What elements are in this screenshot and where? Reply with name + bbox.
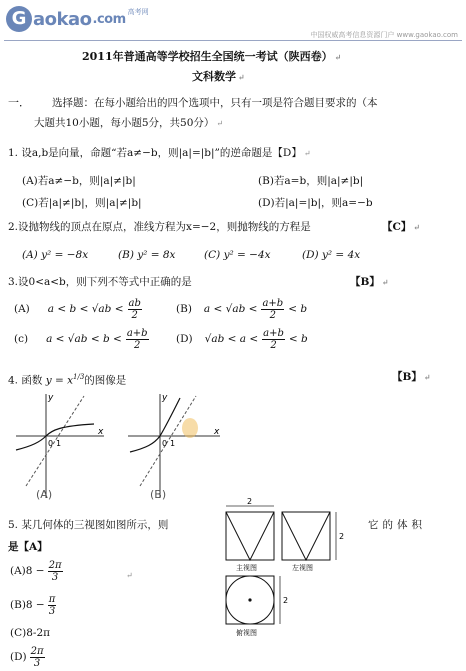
question-1-option-c: (C)若|a|≠|b|，则|a|≠|b| <box>22 197 142 209</box>
question-1-option-a: (A)若a≠−b，则|a|≠|b| <box>22 175 136 187</box>
question-5-stem-line1: 5. 某几何体的三视图如图所示，则 <box>8 519 169 531</box>
question-3-option-a: (A) a < b < √ab < $\frac{ab}{2}$ <box>14 297 141 321</box>
return-mark: ↵ <box>334 52 342 62</box>
return-mark: ↵ <box>126 571 133 580</box>
graph-a-label: (A) <box>36 488 53 501</box>
fraction: $\frac{2\pi}{3}$ <box>48 559 62 583</box>
question-3-option-d: (D) √ab < a < $\frac{a+b}{2}$ < b <box>176 327 308 351</box>
exam-title: 2011年普通高等学校招生全国统一考试（陕西卷） ↵ <box>82 50 342 63</box>
x-axis-label: x <box>98 427 104 437</box>
side-cone-outline <box>282 512 330 560</box>
graph-a <box>12 390 108 502</box>
three-views-figure <box>222 498 352 644</box>
front-square <box>226 512 274 560</box>
front-cone-outline <box>226 512 274 560</box>
fraction: $\frac{a+b}{2}$ <box>262 297 284 321</box>
logo-cn: 高考网 <box>127 8 149 16</box>
question-3-stem: 3.设0<a<b，则下列不等式中正确的是 <box>8 276 192 288</box>
function-curve <box>16 424 94 450</box>
question-1-stem: 1. 设a,b是向量，命题“若a≠−b，则|a|=|b|”的逆命题是【D】 ↵ <box>8 147 311 159</box>
front-view-label: 主视图 <box>236 564 257 572</box>
fraction: $\frac{\pi}{3}$ <box>48 593 56 617</box>
site-logo[interactable] <box>6 6 149 32</box>
one-label: 1 <box>170 439 176 448</box>
question-5-option-d: (D) $\frac{2\pi}{3}$ <box>10 645 44 669</box>
fraction: $\frac{a+b}{2}$ <box>263 327 284 351</box>
logo-text: aokao <box>33 8 92 30</box>
top-view <box>226 576 288 637</box>
top-view-label: 俯视图 <box>236 629 257 637</box>
side-square <box>282 512 330 560</box>
site-header <box>0 0 466 42</box>
question-5-option-a: (A)8 − $\frac{2\pi}{3}$ <box>10 559 62 583</box>
reference-line <box>140 396 196 486</box>
graph-b <box>124 390 224 502</box>
side-view <box>282 512 344 572</box>
front-width-label: 2 <box>247 498 253 506</box>
side-height-label: 2 <box>339 532 345 541</box>
logo-icon: G <box>6 6 32 32</box>
question-5-stem-line1-end: 它的体积 <box>368 519 426 531</box>
section-instructions-line2: 大题共10小题，每小题5分，共50分） ↵ <box>34 117 224 129</box>
x-axis-label: x <box>214 427 220 437</box>
question-3-option-c: (c) a < √ab < b < $\frac{a+b}{2}$ <box>14 327 148 351</box>
logo-suffix: .com <box>92 11 126 27</box>
y-axis-label: y <box>162 393 168 403</box>
exam-subtitle: 文科数学 ↵ <box>192 70 245 83</box>
front-view <box>226 498 274 572</box>
origin-label: 0 <box>48 439 54 448</box>
question-3-option-b: (B) a < √ab < $\frac{a+b}{2}$ < b <box>176 297 308 321</box>
watermark-mark <box>182 418 198 438</box>
question-2-stem: 2.设抛物线的顶点在原点，准线方程为x=−2，则抛物线的方程是 <box>8 221 311 233</box>
section-label: 一． <box>8 96 30 109</box>
top-height-label: 2 <box>283 596 289 605</box>
question-5-option-b: (B)8 − $\frac{\pi}{3}$ <box>10 593 56 617</box>
question-4-answer: 【B】 ↵ <box>392 371 431 383</box>
side-view-label: 左视图 <box>292 564 313 572</box>
one-label: 1 <box>56 439 62 448</box>
question-1-option-b: (B)若a=b，则|a|≠|b| <box>258 175 364 187</box>
question-2-option-b: (B) y² = 8x <box>118 249 176 261</box>
question-2-option-d: (D) y² = 4x <box>302 249 361 261</box>
return-mark: ↵ <box>238 72 245 82</box>
question-5-option-c: (C)8-2π <box>10 627 51 639</box>
fraction: $\frac{ab}{2}$ <box>128 297 141 321</box>
header-divider <box>4 40 462 41</box>
reference-line <box>26 396 84 486</box>
header-tagline: 中国权威高考信息资源门户 www.gaokao.com <box>310 31 458 39</box>
top-center-dot <box>248 598 251 601</box>
question-2-answer: 【C】 ↵ <box>382 221 421 233</box>
y-axis-label: y <box>48 393 54 403</box>
question-2-option-a: (A) y² = −8x <box>22 249 89 261</box>
graph-b-label: (B) <box>150 488 167 501</box>
section-instructions-line1: 选择题：在每小题给出的四个选项中，只有一项是符合题目要求的（本 <box>52 97 378 109</box>
fraction: $\frac{a+b}{2}$ <box>126 327 148 351</box>
question-2-option-c: (C) y² = −4x <box>204 249 271 261</box>
question-3-answer: 【B】 ↵ <box>350 276 389 288</box>
question-1-option-d: (D)若|a|=|b|，则a=−b <box>258 197 373 209</box>
origin-label: 0 <box>162 439 168 448</box>
fraction: $\frac{2\pi}{3}$ <box>30 645 44 669</box>
question-4-stem: 4. 函数 $y = x^{1/3}$的图像是 <box>8 373 127 387</box>
question-5-stem-line2: 是【A】 <box>8 541 48 553</box>
